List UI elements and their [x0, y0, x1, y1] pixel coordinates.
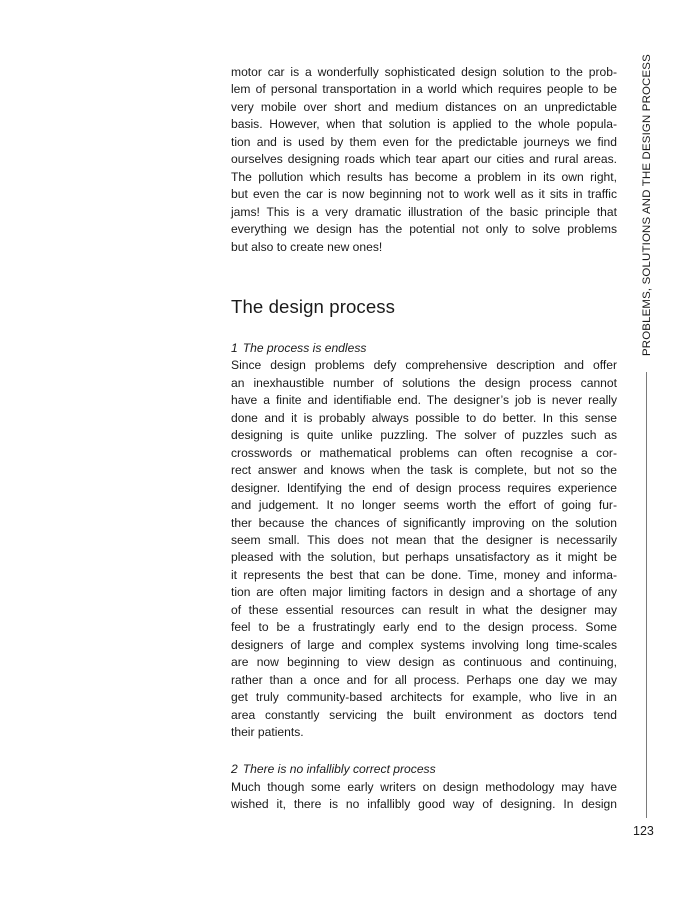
- intro-paragraph: [231, 64, 617, 256]
- text-line: tion are often major limiting factors in design and a shortage of any: [231, 585, 617, 600]
- text-line: The pollution which results has become a problem in its own right,: [231, 169, 617, 184]
- text-line: basis. However, when that solution is applied to the whole popula-: [231, 117, 617, 132]
- text-line: but also to create new ones!: [231, 239, 383, 254]
- text-line: seem small. This does not mean that the designer is necessarily: [231, 532, 617, 547]
- text-line: tion and is used by them even for the predictable journeys we find: [231, 134, 617, 149]
- text-line: but even the car is now beginning not to work well as it sits in traffic: [231, 187, 617, 202]
- text-line: done and it is probably always possible to do better. In this sense: [231, 410, 617, 425]
- text-line: their patients.: [231, 724, 304, 739]
- running-head-text: PROBLEMS, SOLUTIONS AND THE DESIGN PROCESS: [641, 54, 653, 356]
- text-line: of these essential resources can result in what the designer may: [231, 602, 617, 617]
- running-head-rule: [646, 372, 647, 818]
- running-head: [639, 54, 655, 356]
- subsection-2-number: 2: [231, 762, 238, 777]
- subsection-1-paragraph: [231, 357, 617, 741]
- text-line: ourselves designing roads which tear apart our cities and rural areas.: [231, 152, 617, 167]
- text-line: area constantly servicing the built environment as doctors tend: [231, 707, 617, 722]
- text-line: rather than a once and for all process. Perhaps one day we may: [231, 672, 617, 687]
- section-heading: The design process: [231, 295, 396, 317]
- text-line: get truly community-based architects for example, who live in an: [231, 690, 617, 705]
- subsection-2-title: [231, 761, 617, 778]
- text-line: it represents the best that can be done. Time, money and informa-: [231, 567, 617, 582]
- text-line: feel to be a frustratingly early end to the design process. Some: [231, 620, 617, 635]
- text-line: Much though some early writers on design methodology may have: [231, 779, 617, 794]
- subsection-1-title: [231, 340, 617, 357]
- subsection-1: [231, 340, 617, 741]
- text-line: are now beginning to view design as continuous and continuing,: [231, 655, 617, 670]
- text-line: wished it, there is no infallibly good way of designing. In design: [231, 797, 617, 812]
- text-line: rect answer and knows when the task is complete, but not so the: [231, 463, 617, 478]
- text-line: have a finite and identifiable end. The designer’s job is never really: [231, 393, 617, 408]
- text-column: [231, 64, 617, 814]
- subsection-2-title-text: There is no infallibly correct process: [242, 762, 436, 777]
- text-line: lem of personal transportation in a world which requires people to be: [231, 82, 617, 97]
- page-number: 123: [633, 824, 654, 838]
- text-line: everything we design has the potential not only to solve problems: [231, 222, 617, 237]
- text-line: Since design problems defy comprehensive description and offer: [231, 358, 617, 373]
- subsection-1-title-text: The process is endless: [242, 340, 367, 355]
- text-line: very mobile over short and medium distances on an unpredictable: [231, 99, 617, 114]
- text-line: and judgement. It no longer seems worth the effort of going fur-: [231, 498, 617, 513]
- text-line: ther because the chances of significantly improving on the solution: [231, 515, 617, 530]
- text-line: pleased with the solution, but perhaps unsatisfactory as it might be: [231, 550, 617, 565]
- subsection-1-number: 1: [231, 340, 238, 355]
- text-line: crosswords or mathematical problems can often recognise a cor-: [231, 445, 617, 460]
- subsection-2-paragraph: [231, 779, 617, 814]
- subsection-2: [231, 761, 617, 813]
- text-line: designers of large and complex systems involving long time-scales: [231, 637, 617, 652]
- section-gap: [231, 741, 617, 761]
- text-line: an inexhaustible number of solutions the design process cannot: [231, 375, 617, 390]
- text-line: jams! This is a very dramatic illustration of the basic principle that: [231, 204, 617, 219]
- text-line: designing is quite unlike puzzling. The solver of puzzles such as: [231, 428, 617, 443]
- text-line: motor car is a wonderfully sophisticated design solution to the prob-: [231, 65, 617, 79]
- text-line: designer. Identifying the end of design process requires experience: [231, 480, 617, 495]
